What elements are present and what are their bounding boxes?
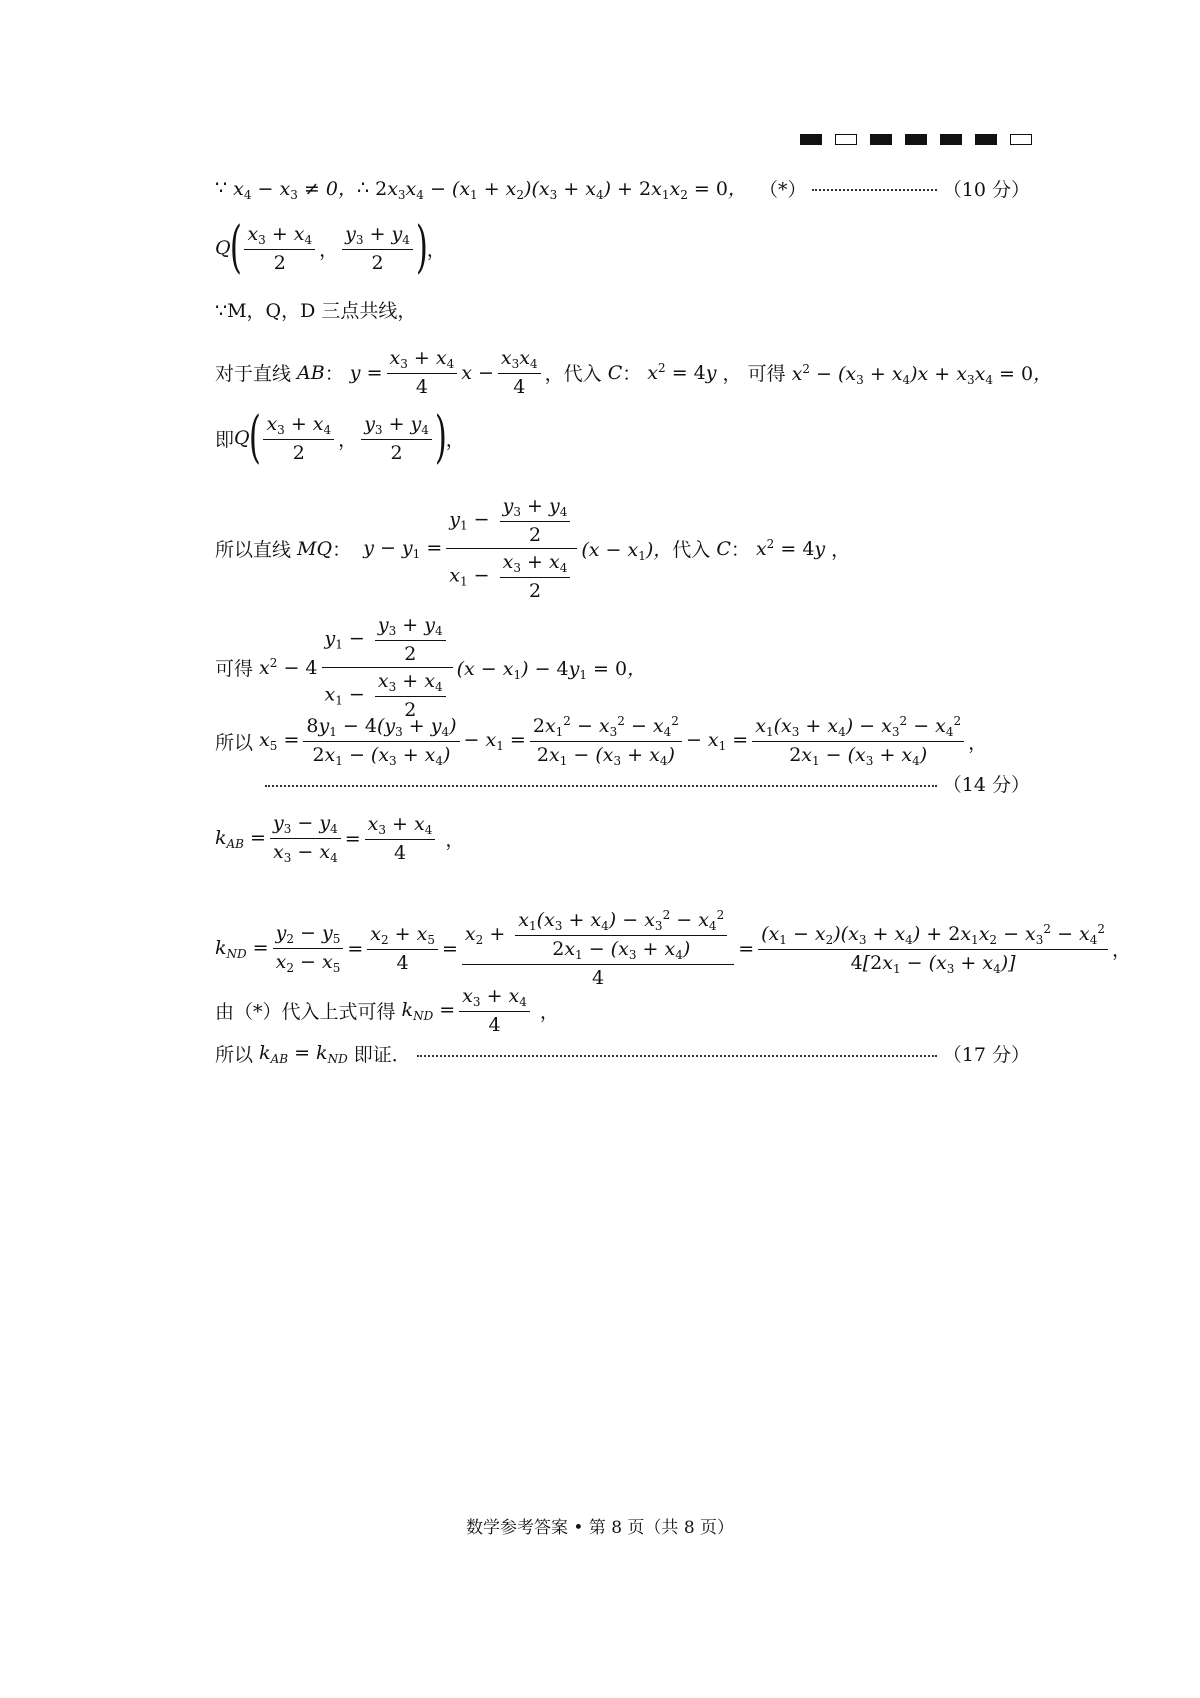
marker-block [835, 134, 857, 145]
equation-line-8: 所以 $x_5$ = $\frac{8y_1 - 4(y_3 + y_4)}{2x_1 - (x_3 + x_4)}$ − $x_1$ = $\frac{2x_1^2 - x_3^2 - x_4^2}{2x_1 - (x_3 + x_4)}$ − $x_1$ = $\frac{x_1(x_3 + x_4) - x_3^2 - x_4^2}{2x_1 - (x_3 + x_4)}$ ， [215, 714, 988, 768]
marker-block [975, 134, 997, 145]
equation-line-6: 所以直线 MQ ： $y - y_1$ = $y_1$ − $\frac{y_3 + y_4}{2}$ $x_1$ − $\frac{x_3 + x_4}{2}$ $(x - x_1)$， 代入 C ： $x^2 = 4y$ ， [215, 495, 851, 602]
dot-leader [417, 1055, 937, 1057]
equation-line-11: $k_{ND}$ = $\frac{y_2 - y_5}{x_2 - x_5}$ = $\frac{x_2 + x_5}{4}$ = $x_2$ + $\frac{x_1(x_3 + x_4) - x_3^2 - x_4^2}{2x_1 - (x_3 + x_4)}$ 4 = $\frac{(x_1 - x_2)(x_3 + x_4) + 2x_1x_2 - x_3^2 - x_4^2}{4[2x_1 - (x_3 + x_4)]}$ ， [215, 908, 1132, 989]
dot-leader [812, 189, 936, 191]
equation-line-7: 可得 $x^2 - 4$ $y_1$ − $\frac{y_3 + y_4}{2}$ $x_1$ − $\frac{x_3 + x_4}{2}$ $(x - x_1) - 4y_1 = 0$， [215, 614, 647, 721]
equation-line-9 [265, 770, 1030, 797]
equation-line-1: ∵ $x_4 - x_3 \ne 0$， ∴ $2x_3x_4 - (x_1 + x_2)(x_3 + x_4) + 2x_1x_2 = 0$， （*） （10 分） [215, 174, 1030, 202]
equation-line-2: Q ( $\frac{x_3 + x_4}{2}$ ， $\frac{y_3 + y_4}{2}$ ) ， [215, 215, 446, 280]
equation-line-13: 所以 $k_{AB} = k_{ND}$ 即证． （17 分） [215, 1041, 1030, 1066]
marker-block [905, 134, 927, 145]
page-footer: 数学参考答案 • 第 8 页（共 8 页） [465, 1518, 735, 1538]
dot-leader [265, 785, 937, 787]
equation-line-5: 即 Q ( $\frac{x_3 + x_4}{2}$ ， $\frac{y_3 + y_4}{2}$ ) ， [215, 405, 465, 470]
equation-line-10: $k_{AB}$ = $\frac{y_3 - y_4}{x_3 - x_4}$ = $\frac{x_3 + x_4}{4}$ ， [215, 812, 465, 865]
page-marker-strip [800, 134, 1032, 145]
equation-line-12: 由（*）代入上式可得 $k_{ND}$ = $\frac{x_3 + x_4}{4}$ ， [215, 985, 559, 1036]
score-label: （17 分） [942, 1044, 1030, 1066]
equation-line-3: ∵M，Q，D 三点共线， [215, 300, 417, 322]
score-label: （14 分） [942, 774, 1030, 796]
marker-block [940, 134, 962, 145]
marker-block [870, 134, 892, 145]
equation-line-4: 对于直线 AB ： y = $\frac{x_3 + x_4}{4}$ x − $\frac{x_3x_4}{4}$ ， 代入 C ： $x^2 = 4y$ ， 可得 $x^2 - (x_3 + x_4)x + x_3x_4 = 0$， [215, 347, 1053, 398]
score-label: （10 分） [942, 178, 1030, 201]
marker-block [1010, 134, 1032, 145]
marker-block [800, 134, 822, 145]
